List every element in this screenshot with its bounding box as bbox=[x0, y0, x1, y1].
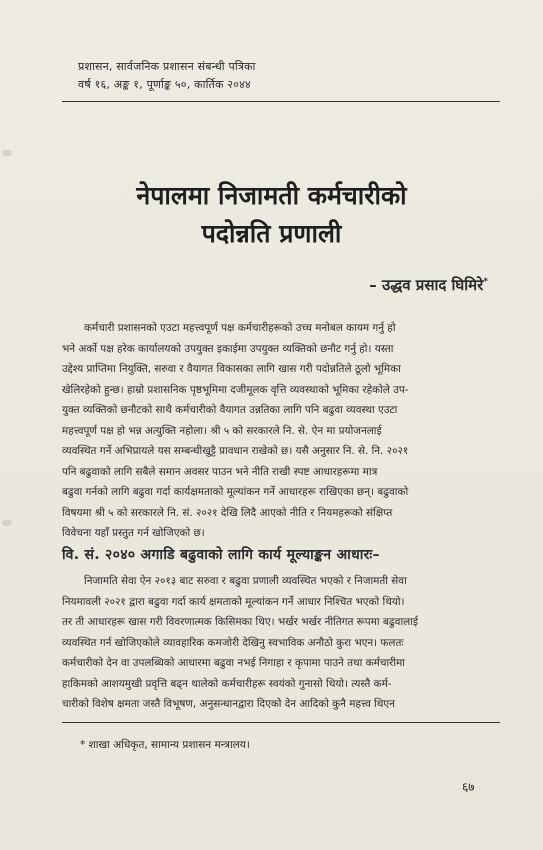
author-footnote-marker: * bbox=[483, 277, 488, 287]
intro-paragraph bbox=[62, 318, 492, 544]
journal-issue-info: वर्ष १६, अङ्क १, पूर्णाङ्क ५०, कार्तिक २०४४ bbox=[78, 78, 251, 91]
page-number: ६७ bbox=[462, 780, 475, 794]
binding-hole-mark bbox=[2, 150, 12, 156]
text-line: विषयमा श्री ५ को सरकारले नि. सं. २०२१ देखि लिदै आएको नीति र नियमहरूको संक्षिप्त bbox=[62, 506, 393, 519]
text-line: हाकिमको आशयमुखी प्रवृत्ति बढ्न थालेको कर्मचारीहरू स्वयंको गुनासो थियो। त्यस्तै कर्म- bbox=[62, 677, 392, 690]
text-line: खेलिरहेको हुन्छ। हाम्रो प्रशासनिक पृष्ठभूमिमा दजीमूलक वृत्ति व्यवस्थाको भूमिका रहेकोले उप- bbox=[62, 383, 409, 396]
author-name: – उद्धव प्रसाद घिमिरे bbox=[369, 276, 484, 294]
article-author bbox=[369, 275, 488, 295]
article-title-line1: नेपालमा निजामती कर्मचारीको bbox=[136, 181, 407, 210]
binding-hole-mark bbox=[2, 520, 12, 526]
journal-header bbox=[78, 58, 498, 94]
text-line: चारीको विशेष क्षमता जस्तै विभूषण, अनुसन्धानद्वारा दिएको देन आदिको कुनै महत्त्व थिएन bbox=[62, 698, 395, 710]
text-line: व्यवस्थित गर्ने अभिप्रायले यस सम्बन्धीखुट्टै प्रावधान राखेको छ। यसै अनुसार नि. से. नि. २०२१ bbox=[62, 445, 409, 457]
footnote: * शाखा अधिकृत, सामान्य प्रशासन मन्त्रालय। bbox=[80, 739, 250, 751]
text-line: युक्त व्यक्तिको छनौटको साथै कर्मचारीको वैयागत उन्नतिका लागि पनि बढुवा व्यवस्था एउटा bbox=[62, 404, 398, 416]
text-line: पनि बढुवाको लागि सबैले समान अवसर पाउन भने नीति राखी स्पष्ट आधारहरूमा मात्र bbox=[62, 465, 378, 478]
article-title-line2: पदोन्नति प्रणाली bbox=[201, 219, 342, 248]
text-line: नियमावली २०२१ द्वारा बढुवा गर्दा कार्य क्षमताको मूल्यांकन गर्ने आधार निश्चित भएको थियो। bbox=[62, 595, 405, 608]
footnote-rule bbox=[62, 722, 500, 723]
text-line: विवेचना यहाँ प्रस्तुत गर्न खोजिएको छ। bbox=[62, 527, 205, 539]
section-heading: वि. सं. २०४० अगाडि बढुवाको लागि कार्य मूल्याङ्कन आधारः– bbox=[62, 547, 380, 563]
text-line: कर्मचारी प्रशासनको एउटा महत्त्वपूर्ण पक्ष कर्मचारीहरूको उच्च मनोबल कायम गर्नु हो bbox=[84, 322, 396, 334]
section-paragraph bbox=[62, 571, 492, 715]
text-line: निजामति सेवा ऐन २०१३ बाट सरुवा र बढुवा प्रणाली व्यवस्थित भएको र निजामती सेवा bbox=[84, 575, 407, 587]
header-rule bbox=[62, 101, 500, 102]
text-line: व्यवस्थित गर्न खोजिएकोले व्यावहारिक कमजोरी देखिनु स्वभाविक अनौठो कुरा भएन। फलतः bbox=[62, 636, 404, 649]
journal-name: प्रशासन, सार्वजनिक प्रशासन संबन्धी पत्रिका bbox=[78, 60, 256, 73]
text-line: उद्देश्य प्राप्तिमा नियुक्ति, सरुवा र वैयागत विकासका लागि खास गरी पदोन्नतिले ठूलो भूमिका bbox=[62, 363, 401, 375]
text-line: भने अर्को पक्ष हरेक कार्यालयको उपयुक्त इकाईमा उपयुक्त व्यक्तिको छनौट गर्नु हो। यस्ता bbox=[62, 342, 394, 355]
text-line: कर्मचारीको देन वा उपलब्धिको आधारमा बढुवा नभई निगाहा र कृपामा पाउने तथा कर्मचारीमा bbox=[62, 657, 405, 669]
text-line: महत्त्वपूर्ण पक्ष हो भन्न अत्युक्ति नहोला। श्री ५ को सरकारले नि. से. ऐन मा प्रयोजनलाई bbox=[62, 424, 382, 437]
text-line: तर ती आधारहरू खास गरी विवरणात्मक किसिमका थिए। भर्खर भर्खर नीतिगत रूपमा बढुवालाई bbox=[62, 616, 418, 628]
text-line: बढुवा गर्नको लागि बढुवा गर्दा कार्यक्षमताको मूल्यांकन गर्ने आधारहरू राखिएका छन्। बढुवाको bbox=[62, 486, 409, 498]
